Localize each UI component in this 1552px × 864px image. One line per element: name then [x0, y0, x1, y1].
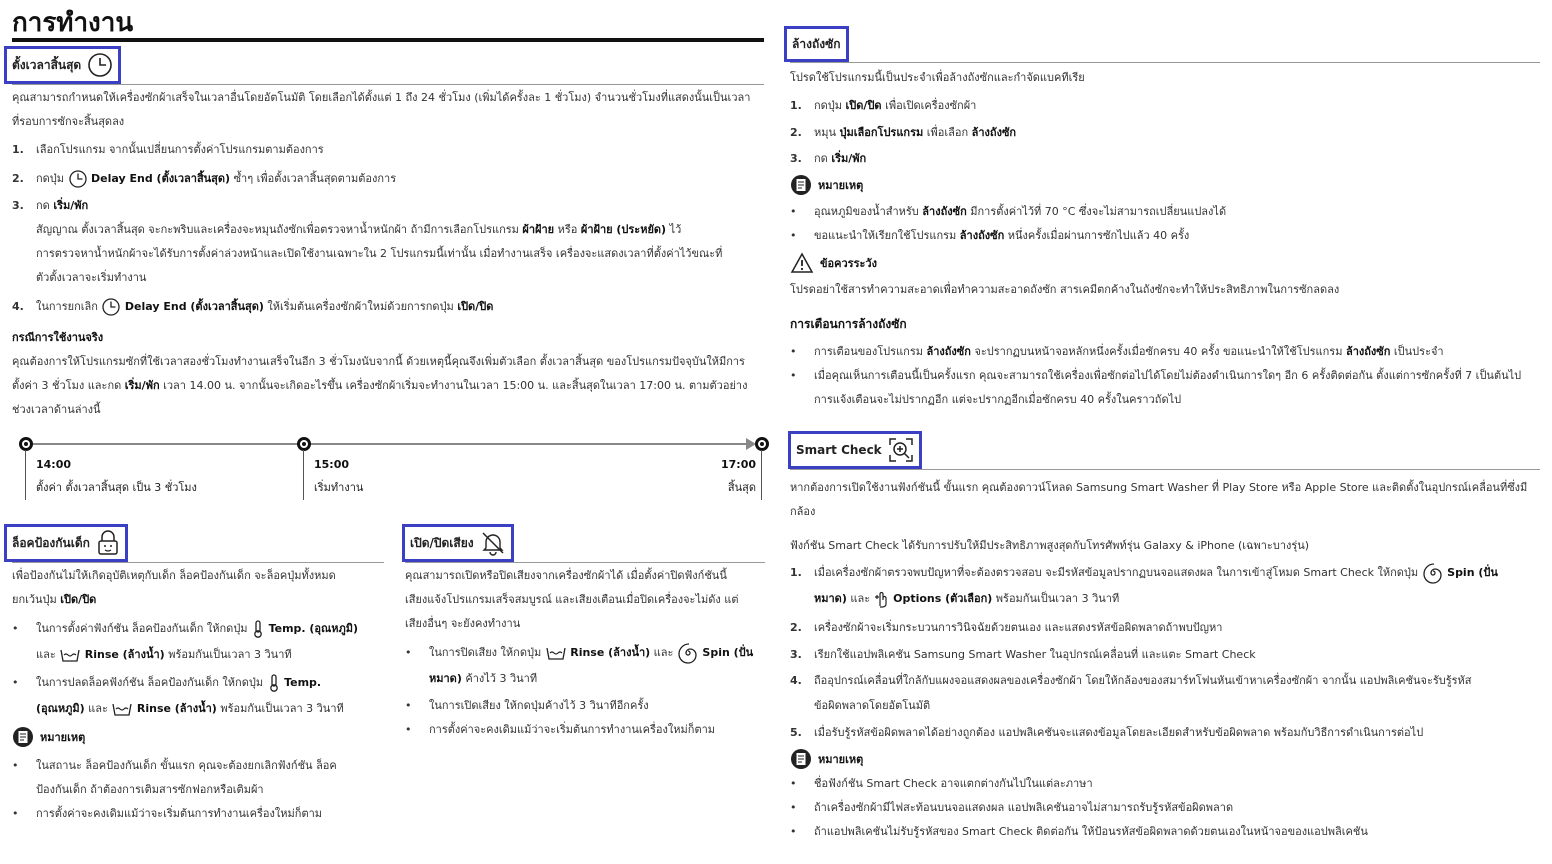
step-item: 1. กดปุ่ม เปิด/ปิด เพื่อเปิดเครื่องซักผ้า: [790, 99, 977, 112]
intro-text: โปรดใช้โปรแกรมนี้เป็นประจำเพื่อล้างถังซักและกำจัดแบคทีเรีย: [790, 71, 1085, 84]
timeline-point: [755, 437, 769, 451]
section-title: ตั้งเวลาสิ้นสุด: [12, 57, 82, 72]
bullet-item: • ถ้าแอปพลิเคชันไม่รับรู้รหัสของ Smart Check ติดต่อกัน ให้ป้อนรหัสข้อผิดพลาดด้วยตนเองในหน้าจอของแอปพลิเคชัน: [790, 825, 1368, 838]
sound-content: [405, 564, 767, 742]
timeline-point: [297, 437, 311, 451]
spin-icon: [677, 642, 699, 664]
timeline-label: ตั้งค่า ตั้งเวลาสิ้นสุด เป็น 3 ชั่วโมง: [36, 481, 197, 494]
timeline-tick: [25, 450, 26, 500]
intro-text: คุณสามารถเปิดหรือปิดเสียงจากเครื่องซักผ้าได้ เมื่อตั้งค่าปิดฟังก์ชันนี้: [405, 569, 727, 582]
step-item: 1. เลือกโปรแกรม จากนั้นเปลี่ยนการตั้งค่าโปรแกรมตามต้องการ: [12, 143, 324, 156]
smart-check-icon: [888, 437, 914, 463]
section-heading-drum-clean: [784, 26, 849, 62]
timeline-time: 15:00: [314, 458, 350, 471]
spin-icon: [1422, 562, 1444, 584]
intro-text: คุณสามารถกำหนดให้เครื่องซักผ้าเสร็จในเวลาอื่นโดยอัตโนมัติ โดยเลือกได้ตั้งแต่ 1 ถึง 24 ชั่วโมง (เพิ่มได้ครั้งละ 1 ชั่วโมง) จำนวนชั่วโมงที่แสดงนั้นเป็นเวลา: [12, 91, 751, 104]
bullet-item: • ชื่อฟังก์ชัน Smart Check อาจแตกต่างกันไปในแต่ละภาษา: [790, 777, 1093, 790]
intro-text: ฟังก์ชัน Smart Check ได้รับการปรับให้มีประสิทธิภาพสูงสุดกับโทรศัพท์รุ่น Galaxy & iPhone (เฉพาะบางรุ่น): [790, 539, 1310, 552]
timeline-line: [26, 443, 750, 445]
section-title: เปิด/ปิดเสียง: [410, 535, 474, 550]
timeline-time: 17:00: [720, 458, 756, 471]
bullet-item: • ถ้าเครื่องซักผ้ามีไฟสะท้อนบนจอแสดงผล แอปพลิเคชันอาจไม่สามารถรับรู้รหัสข้อผิดพลาด: [790, 801, 1234, 814]
rinse-icon: [59, 647, 81, 663]
section-divider: [790, 469, 1540, 470]
section-title: ล้างถังซัก: [792, 36, 841, 51]
section-heading-smart-check: [788, 431, 922, 469]
step-item: 4. ในการยกเลิก Delay End (ตั้งเวลาสิ้นสุด) ให้เริ่มต้นเครื่องซักผ้าใหม่ด้วยการกดปุ่ม เปิด/ปิด: [12, 294, 764, 320]
timeline-tick: [761, 450, 762, 500]
clock-icon: [101, 297, 121, 317]
thermometer-icon: [267, 673, 281, 693]
delay-end-content: [12, 86, 764, 422]
step-item: 2. เครื่องซักผ้าจะเริ่มกระบวนการวินิจฉัยด้วยตนเอง และแสดงรหัสข้อผิดพลาดถ้าพบปัญหา: [790, 621, 1223, 634]
note-icon: [12, 726, 34, 748]
section-divider: [405, 562, 765, 563]
note-icon: [790, 174, 812, 196]
rinse-icon: [545, 645, 567, 661]
timeline-point: [19, 437, 33, 451]
child-lock-icon: [96, 530, 120, 556]
section-heading-sound: [402, 524, 514, 562]
intro-text: ยกเว้นปุ่ม เปิด/ปิด: [12, 593, 97, 606]
step-item: 5. เมื่อรับรู้รหัสข้อผิดพลาดได้อย่างถูกต้อง แอปพลิเคชันจะแสดงข้อมูลโดยละเอียดสำหรับข้อผิดพลาด พร้อมกับวิธีการดำเนินการต่อไป: [790, 726, 1424, 739]
case-text: ช่วงเวลาด้านล่างนี้: [12, 403, 101, 416]
caution-heading: ข้อควรระวัง: [790, 252, 1548, 274]
clock-icon: [87, 52, 113, 78]
step-item: 3. กด เริ่ม/พัก: [790, 152, 867, 165]
timeline-label: เริ่มทำงาน: [314, 481, 364, 494]
intro-text: กล้อง: [790, 505, 816, 518]
intro-text: ที่รอบการซักจะสิ้นสุดลง: [12, 115, 125, 128]
timeline-label: สิ้นสุด: [727, 481, 756, 494]
intro-text: หากต้องการเปิดใช้งานฟังก์ชันนี้ ขั้นแรก คุณต้องดาวน์โหลด Samsung Smart Washer ที่ Play Store หรือ Apple Store และติดตั้งในอุปกรณ์เคลื่อนที่ซึ่งมี: [790, 481, 1528, 494]
timeline: [12, 432, 768, 502]
child-lock-content: [12, 564, 392, 826]
bullet-item: • ในการปลดล็อคฟังก์ชัน ล็อคป้องกันเด็ก ให้กดปุ่ม Temp. (อุณหภูมิ) และ Rinse (ล้างน้ำ) พร้อมกันเป็นเวลา 3 วินาที: [12, 670, 392, 722]
page-title: การทำงาน: [12, 8, 134, 38]
alert-title: การเตือนการล้างถังซัก: [790, 317, 907, 331]
step-item: 3. เรียกใช้แอปพลิเคชัน Samsung Smart Washer ในอุปกรณ์เคลื่อนที่ และแตะ Smart Check: [790, 648, 1256, 661]
section-heading-child-lock: [4, 524, 128, 562]
bullet-item: • ในการเปิดเสียง ให้กดปุ่มค้างไว้ 3 วินาทีอีกครั้ง: [405, 699, 649, 712]
note-icon: [790, 748, 812, 770]
step-item: 4. ถืออุปกรณ์เคลื่อนที่ใกล้กับแผงจอแสดงผลของเครื่องซักผ้า โดยให้กล้องของสมาร์ทโฟนหันเข้าหาเครื่องซักผ้า จากนั้น แอปพลิเคชันจะรับรู้รหัส ข้อผิดพลาดโดยอัตโนมัติ: [790, 674, 1472, 712]
bullet-item: • ในสถานะ ล็อคป้องกันเด็ก ขั้นแรก คุณจะต้องยกเลิกฟังก์ชัน ล็อค ป้องกันเด็ก ถ้าต้องการเติมสารซักฟอกหรือเติมผ้า: [12, 759, 337, 796]
step-item: 2. หมุน ปุ่มเลือกโปรแกรม เพื่อเลือก ล้างถังซัก: [790, 126, 1017, 139]
timeline-time: 14:00: [36, 458, 72, 471]
mute-bell-icon: [480, 530, 506, 556]
rinse-icon: [111, 701, 133, 717]
case-title: กรณีการใช้งานจริง: [12, 331, 104, 344]
section-divider: [12, 562, 384, 563]
note-heading: หมายเหตุ: [790, 748, 1548, 770]
timeline-tick: [303, 450, 304, 500]
bullet-item: • การตั้งค่าจะคงเดิมแม้ว่าจะเริ่มต้นการทำงานเครื่องใหม่ก็ตาม: [405, 723, 716, 736]
intro-text: เสียงแจ้งโปรแกรมเสร็จสมบูรณ์ และเสียงเตือนเมื่อปิดเครื่องจะไม่ดัง แต่: [405, 593, 739, 606]
smart-check-content: [790, 476, 1548, 844]
case-text: คุณต้องการให้โปรแกรมซักที่ใช้เวลาสองชั่วโมงทำงานเสร็จในอีก 3 ชั่วโมงนับจากนี้ ด้วยเหตุนี้คุณจึงเพิ่มตัวเลือก ตั้งเวลาสิ้นสุด ของโปรแกรมปัจจุบันให้มีการ: [12, 355, 745, 368]
section-title: ล็อคป้องกันเด็ก: [12, 535, 90, 550]
title-divider: [12, 38, 764, 42]
section-divider: [790, 62, 1540, 63]
case-text: ตั้งค่า 3 ชั่วโมง และกด เริ่ม/พัก เวลา 14.00 น. จากนั้นจะเกิดอะไรขึ้น เครื่องซักผ้าเริ่มจะทำงานในเวลา 15:00 น. และสิ้นสุดในเวลา 17:00 น. ตามตัวอย่าง: [12, 379, 748, 392]
step-item: 2. กดปุ่ม Delay End (ตั้งเวลาสิ้นสุด) ซ้ำๆ เพื่อตั้งเวลาสิ้นสุดตามต้องการ: [12, 166, 764, 192]
options-icon: [874, 590, 890, 608]
caution-text: โปรดอย่าใช้สารทำความสะอาดเพื่อทำความสะอาดถังซัก สารเคมีตกค้างในถังซักจะทำให้ประสิทธิภาพในการซักลดลง: [790, 283, 1340, 296]
bullet-item: • ในการปิดเสียง ให้กดปุ่ม Rinse (ล้างน้ำ) และ Spin (ปั่น หมาด) ค้างไว้ 3 วินาที: [405, 640, 767, 692]
bullet-item: • ขอแนะนำให้เรียกใช้โปรแกรม ล้างถังซัก หนึ่งครั้งเมื่อผ่านการซักไปแล้ว 40 ครั้ง: [790, 229, 1190, 242]
bullet-item: • อุณหภูมิของน้ำสำหรับ ล้างถังซัก มีการตั้งค่าไว้ที่ 70 °C ซึ่งจะไม่สามารถเปลี่ยนแปลงได้: [790, 205, 1227, 218]
section-divider: [12, 84, 764, 85]
warning-icon: [790, 252, 814, 274]
step-item: 1. เมื่อเครื่องซักผ้าตรวจพบปัญหาที่จะต้องตรวจสอบ จะมีรหัสข้อมูลปรากฏบนจอแสดงผล ในการเข้าสู่โหมด Smart Check ให้กดปุ่ม Spin (ปั่น หมาด) และ Options (ตัวเลือก) พร้อมกันเป็นเวลา 3 วินาที: [790, 560, 1548, 612]
bullet-item: • เมื่อคุณเห็นการเตือนนี้เป็นครั้งแรก คุณจะสามารถใช้เครื่องเพื่อซักต่อไปได้โดยไม่ต้องดำเนินการใดๆ อีก 6 ครั้งติดต่อกัน ตั้งแต่การซักครั้งที่ 7 เป็นต้นไป การแจ้งเตือนจะไม่ปรากฏอีก แต่จะปรากฏอีกเมื่อซักครบ 40 ครั้งในคราวถัดไป: [790, 369, 1522, 406]
bullet-item: • การตั้งค่าจะคงเดิมแม้ว่าจะเริ่มต้นการทำงานเครื่องใหม่ก็ตาม: [12, 807, 323, 820]
note-heading: หมายเหตุ: [790, 174, 1548, 196]
clock-icon: [68, 169, 88, 189]
bullet-item: • การเตือนของโปรแกรม ล้างถังซัก จะปรากฏบนหน้าจอหลักหนึ่งครั้งเมื่อซักครบ 40 ครั้ง ขอแนะนำให้ใช้โปรแกรม ล้างถังซัก เป็นประจำ: [790, 345, 1444, 358]
drum-clean-content: [790, 66, 1548, 412]
note-heading: หมายเหตุ: [12, 726, 392, 748]
thermometer-icon: [251, 619, 265, 639]
step-item: 3. กด เริ่ม/พัก สัญญาณ ตั้งเวลาสิ้นสุด จะกะพริบและเครื่องจะหมุนถังซักเพื่อตรวจหาน้ำหนักผ้า ถ้ามีการเลือกโปรแกรม ผ้าฝ้าย หรือ ผ้าฝ้าย (ประหยัด) ไว้ การตรวจหาน้ำหนักผ้าจะได้รับการตั้งค่าล่วงหน้าและเปิดใช้งานเฉพาะใน 2 โปรแกรมนี้เท่านั้น เมื่อทำงานเสร็จ เครื่องจะแสดงเวลาที่ตั้งค่าไว้ขณะที่ ตัวตั้งเวลาจะเริ่มทำงาน: [12, 199, 723, 284]
intro-text: เสียงอื่นๆ จะยังคงทำงาน: [405, 617, 521, 630]
section-heading-delay-end: [4, 46, 121, 84]
bullet-item: • ในการตั้งค่าฟังก์ชัน ล็อคป้องกันเด็ก ให้กดปุ่ม Temp. (อุณหภูมิ) และ Rinse (ล้างน้ำ) พร้อมกันเป็นเวลา 3 วินาที: [12, 616, 392, 668]
intro-text: เพื่อป้องกันไม่ให้เกิดอุบัติเหตุกับเด็ก ล็อคป้องกันเด็ก จะล็อคปุ่มทั้งหมด: [12, 569, 336, 582]
section-title: Smart Check: [796, 443, 882, 457]
